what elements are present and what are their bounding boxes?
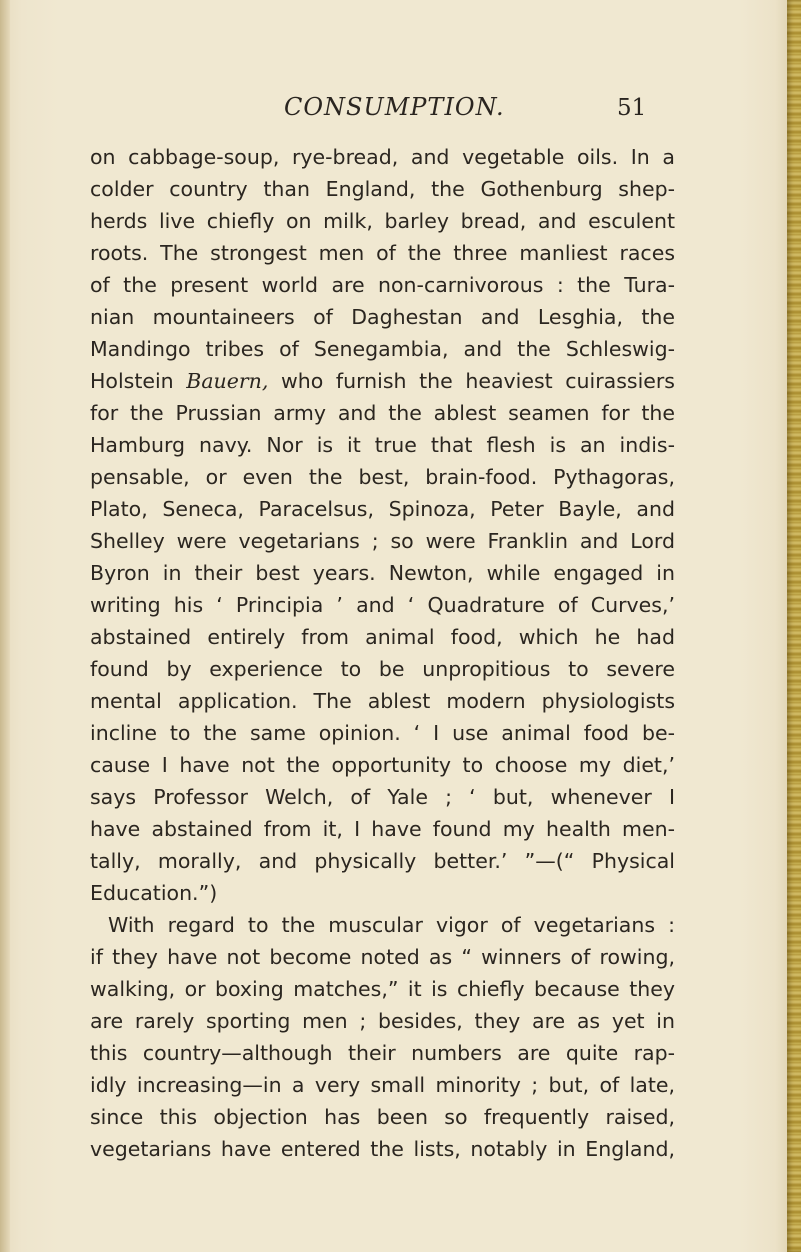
running-head: CONSUMPTION.	[284, 93, 505, 121]
text-line: herds live chiefly on milk, barley bread, and esculent	[90, 209, 675, 233]
text-line: since this objection has been so frequently raised,	[90, 1105, 675, 1129]
text-line: Plato, Seneca, Paracelsus, Spinoza, Peter Bayle, and	[90, 497, 675, 521]
text-line: are rarely sporting men ; besides, they are as yet in	[90, 1009, 675, 1033]
text-line: idly increasing—in a very small minority ; but, of late,	[90, 1073, 675, 1097]
text-line: if they have not become noted as “ winners of rowing,	[90, 945, 675, 969]
text-line: of the present world are non-carnivorous : the Tura-	[90, 273, 675, 297]
text-line: Byron in their best years. Newton, while engaged in	[90, 561, 675, 585]
text-line: pensable, or even the best, brain-food. Pythagoras,	[90, 465, 675, 489]
text-line: roots. The strongest men of the three manliest races	[90, 241, 675, 265]
text-line: this country—although their numbers are quite rap-	[90, 1041, 675, 1065]
text-line	[90, 365, 675, 397]
text-line: incline to the same opinion. ‘ I use animal food be-	[90, 721, 675, 745]
text-line: Hamburg navy. Nor is it true that flesh is an indis-	[90, 433, 675, 457]
text-line: tally, morally, and physically better.’ ”—(“ Physical	[90, 849, 675, 873]
text-line: nian mountaineers of Daghestan and Lesghia, the	[90, 305, 675, 329]
text-line: says Professor Welch, of Yale ; ‘ but, whenever I	[90, 785, 675, 809]
text-line: found by experience to be unpropitious to severe	[90, 657, 675, 681]
text-line: for the Prussian army and the ablest seamen for the	[90, 401, 675, 425]
italic-word: Bauern,	[186, 369, 269, 393]
page-header	[0, 93, 801, 133]
text-line: Education.”)	[90, 881, 218, 905]
page-gutter	[0, 0, 10, 1252]
text-line: mental application. The ablest modern physiologists	[90, 689, 675, 713]
text-line: cause I have not the opportunity to choose my diet,’	[90, 753, 675, 777]
text-line: Mandingo tribes of Senegambia, and the Schleswig-	[90, 337, 675, 361]
text-line: colder country than England, the Gothenburg shep-	[90, 177, 675, 201]
text-line: on cabbage-soup, rye-bread, and vegetable oils. In a	[90, 145, 675, 169]
text-line: have abstained from it, I have found my health men-	[90, 817, 675, 841]
page-number: 51	[617, 95, 647, 121]
text-line: walking, or boxing matches,” it is chiefly because they	[90, 977, 675, 1001]
text-line: vegetarians have entered the lists, notably in England,	[90, 1137, 675, 1161]
text-line: Shelley were vegetarians ; so were Franklin and Lord	[90, 529, 675, 553]
gilt-page-edge	[787, 0, 801, 1252]
text-line: writing his ‘ Principia ’ and ‘ Quadrature of Curves,’	[90, 593, 675, 617]
text-segment: who furnish the heaviest cuirassiers	[268, 369, 675, 393]
paragraph-first-line: With regard to the muscular vigor of vegetarians :	[108, 913, 675, 937]
text-segment: Holstein	[90, 369, 187, 393]
text-line: abstained entirely from animal food, which he had	[90, 625, 675, 649]
